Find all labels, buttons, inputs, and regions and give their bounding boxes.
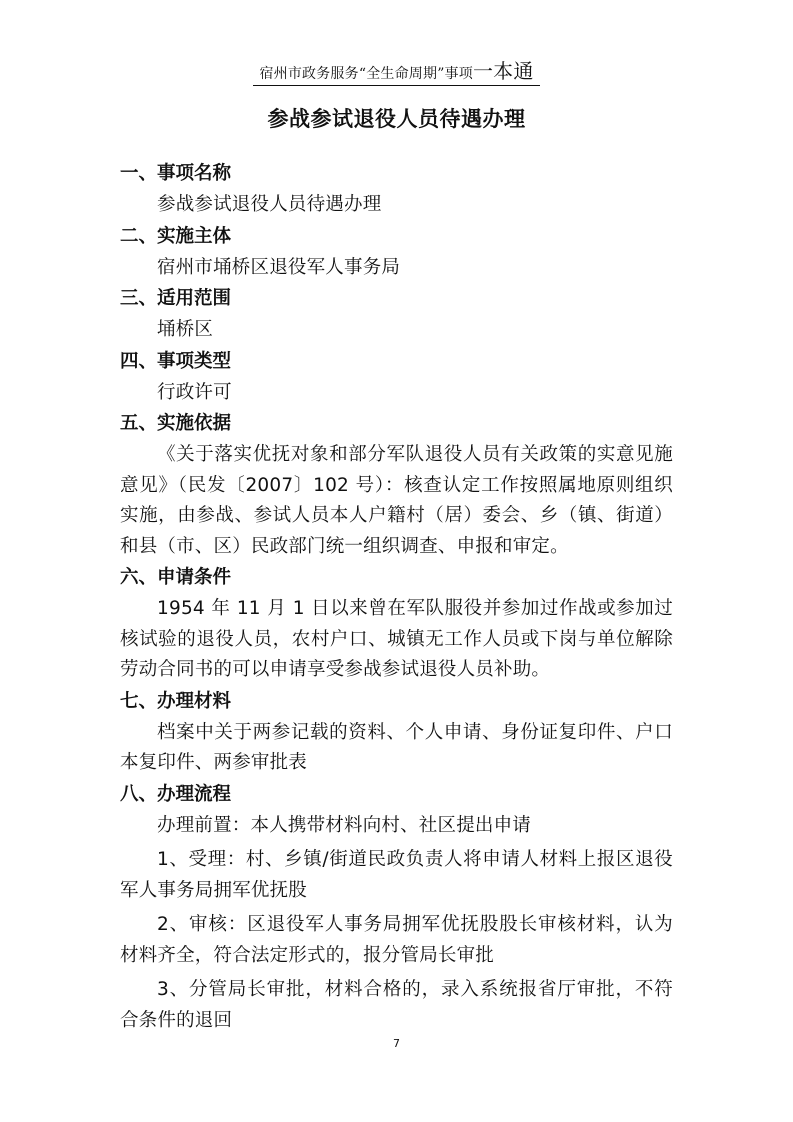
running-header-emphasis: 一本通: [472, 59, 534, 83]
section-item-type: [120, 346, 673, 409]
section-paragraph: 宿州市埇桥区退役军人事务局: [157, 256, 401, 278]
header-underline: [253, 85, 540, 86]
process-step-approve: 3、分管局长审批，材料合格的，录入系统报省厅审批，不符合条件的退回: [120, 979, 673, 1031]
section-item-name: [120, 158, 673, 221]
running-header-text: 宿州市政务服务“全生命周期”事项: [259, 66, 473, 82]
section-paragraph: 行政许可: [157, 381, 232, 403]
page-number: 7: [393, 1037, 400, 1050]
section-scope: [120, 283, 673, 346]
section-paragraph: 《关于落实优抚对象和部分军队退役人员有关政策的实意见施意见》（民发〔2007〕102 号）：核查认定工作按照属地原则组织实施，由参战、参试人员本人户籍村（居）委会、乡（镇、街道）和县（市、区）民政部门统一组织调查、申报和审定。: [120, 444, 673, 557]
document-body: [120, 158, 673, 1036]
section-heading: 三、适用范围: [120, 288, 232, 309]
section-conditions: [120, 562, 673, 686]
section-heading: 七、办理材料: [120, 690, 232, 712]
section-paragraph: 1954 年 11 月 1 日以来曾在军队服役并参加过作战或参加过核试验的退役人员，农村户口、城镇无工作人员或下岗与单位解除劳动合同书的可以申请享受参战参试退役人员补助。: [120, 598, 673, 680]
section-heading: 八、办理流程: [120, 783, 232, 805]
section-paragraph: 埇桥区: [157, 319, 214, 340]
section-legal-basis: [120, 408, 673, 562]
section-materials: [120, 686, 673, 779]
section-implementing-body: [120, 221, 673, 284]
process-step-accept: 1、受理：村、乡镇/街道民政负责人将申请人材料上报区退役军人事务局拥军优抚股: [120, 849, 673, 901]
section-heading: 五、实施依据: [120, 413, 232, 434]
section-heading: 六、申请条件: [120, 567, 232, 588]
section-paragraph: 参战参试退役人员待遇办理: [157, 194, 382, 215]
process-step-review: 2、审核：区退役军人事务局拥军优抚股股长审核材料，认为材料齐全，符合法定形式的，报分管局长审批: [120, 914, 673, 966]
section-paragraph: 档案中关于两参记载的资料、个人申请、身份证复印件、户口本复印件、两参审批表: [120, 721, 673, 773]
section-heading: 二、实施主体: [120, 225, 232, 247]
section-heading: 一、事项名称: [120, 163, 232, 184]
page-title: 参战参试退役人员待遇办理: [267, 107, 526, 131]
section-heading: 四、事项类型: [120, 350, 232, 372]
section-process: [120, 779, 673, 1037]
process-step-precondition: 办理前置：本人携带材料向村、社区提出申请: [157, 814, 532, 836]
running-header: [0, 60, 793, 85]
